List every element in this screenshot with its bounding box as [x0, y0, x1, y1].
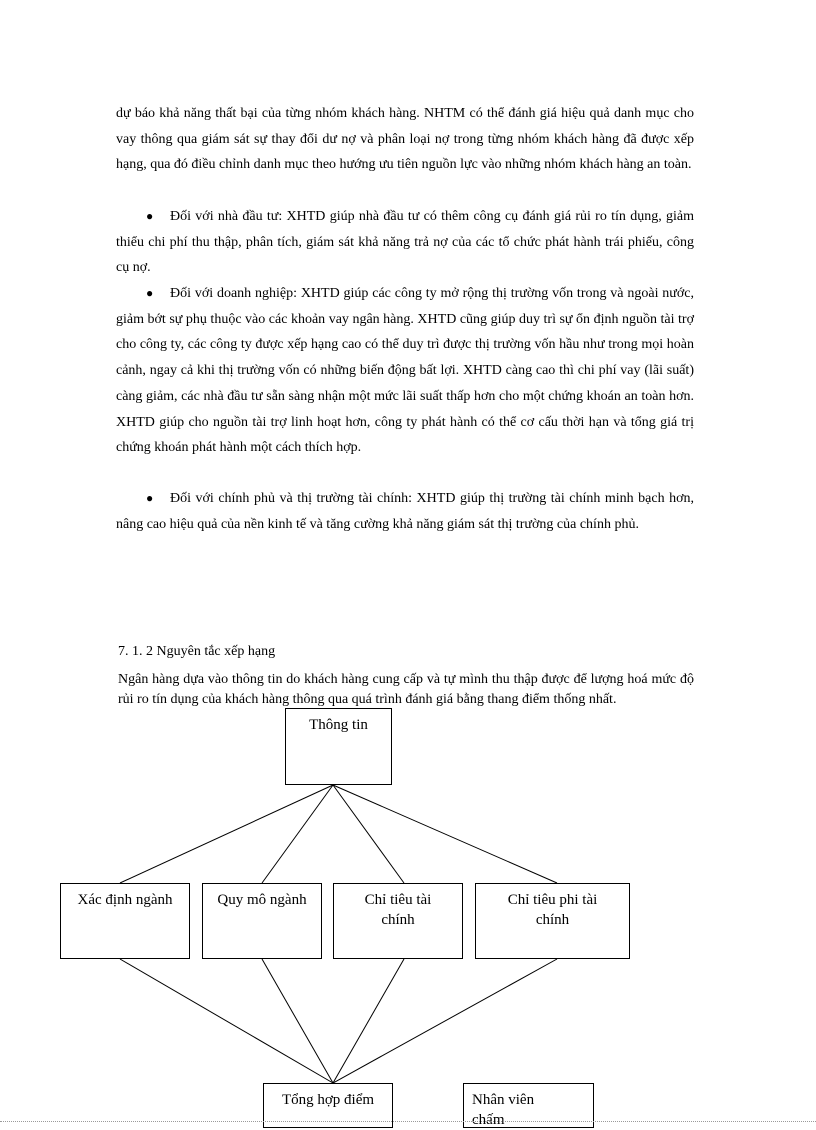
connector-line — [262, 785, 333, 883]
box-chi-tieu-phi-tai-chinh — [475, 883, 630, 959]
section-intro: Ngân hàng dựa vào thông tin do khách hàng cung cấp và tự mình thu thập được để lượng hoá mức độ rủi ro tín dụng của khách hàng thông qua quá trình đánh giá bằng thang điểm thống nhất. — [118, 672, 694, 707]
box-label: Xác định ngành — [77, 892, 173, 908]
bullet-icon: ● — [146, 286, 154, 300]
bullet-icon: ● — [146, 491, 154, 505]
paragraph-text: dự báo khả năng thất bại của từng nhóm khách hàng. NHTM có thể đánh giá hiệu quả danh mục cho vay thông qua giám sát sự thay đổi dư nợ và phân loại nợ trong từng nhóm khách hàng đã được xếp hạng, qua đó điều chỉnh danh mục theo hướng ưu tiên nguồn lực vào những nhóm khách hàng an toàn. — [116, 106, 694, 173]
connector-line — [262, 959, 333, 1083]
connector-line — [120, 959, 333, 1083]
box-quy-mo-nganh — [202, 883, 322, 959]
connector-line — [120, 785, 333, 883]
page-bottom-dotted-line — [0, 1121, 816, 1122]
bullet-text: Đối với chính phủ và thị trường tài chính: XHTD giúp thị trường tài chính minh bạch hơn, nâng cao hiệu quả của nền kinh tế và tăng cường khả năng giám sát thị trường của chính phủ. — [116, 491, 694, 532]
connector-line — [333, 785, 404, 883]
box-xac-dinh-nganh — [60, 883, 190, 959]
bullet-text: Đối với nhà đầu tư: XHTD giúp nhà đầu tư có thêm công cụ đánh giá rủi ro tín dụng, giảm thiểu chi phí thu thập, phân tích, giám sát khả năng trả nợ của các tổ chức phát hành trái phiếu, công cụ nợ. — [116, 209, 694, 276]
box-label: Nhân viên chấm — [472, 1092, 535, 1128]
bullet-text: Đối với doanh nghiệp: XHTD giúp các công ty mở rộng thị trường vốn trong và ngoài nước, giảm bớt sự phụ thuộc vào các khoản vay ngân hàng. XHTD cũng giúp duy trì sự ổn định nguồn tài trợ cho công ty, các công ty được xếp hạng cao có thể duy trì được thị trường vốn hầu như trong mọi hoàn cảnh, ngay cả khi thị trường vốn có những biến động bất lợi. XHTD càng cao thì chi phí vay (lãi suất) càng giảm, các nhà đầu tư sẵn sàng nhận một mức lãi suất thấp hơn cho một chứng khoán an toàn hơn. XHTD giúp cho nguồn tài trợ linh hoạt hơn, công ty phát hành có thể cơ cấu thời hạn và tổng giá trị chứng khoán phát hành một cách thích hợp. — [116, 286, 694, 456]
connector-line — [333, 785, 557, 883]
box-chi-tieu-tai-chinh — [333, 883, 463, 959]
box-label: Thông tin — [309, 717, 368, 733]
box-label: Chỉ tiêu tài chính — [364, 892, 432, 928]
box-label: Chỉ tiêu phi tài chính — [507, 892, 598, 928]
connector-line — [333, 959, 557, 1083]
box-label: Tổng hợp điểm — [281, 1092, 375, 1108]
bullet-icon: ● — [146, 209, 154, 223]
connector-line — [333, 959, 404, 1083]
box-label: Quy mô ngành — [217, 892, 307, 908]
box-thong-tin — [285, 708, 392, 785]
section-heading: 7. 1. 2 Nguyên tắc xếp hạng — [118, 644, 276, 659]
